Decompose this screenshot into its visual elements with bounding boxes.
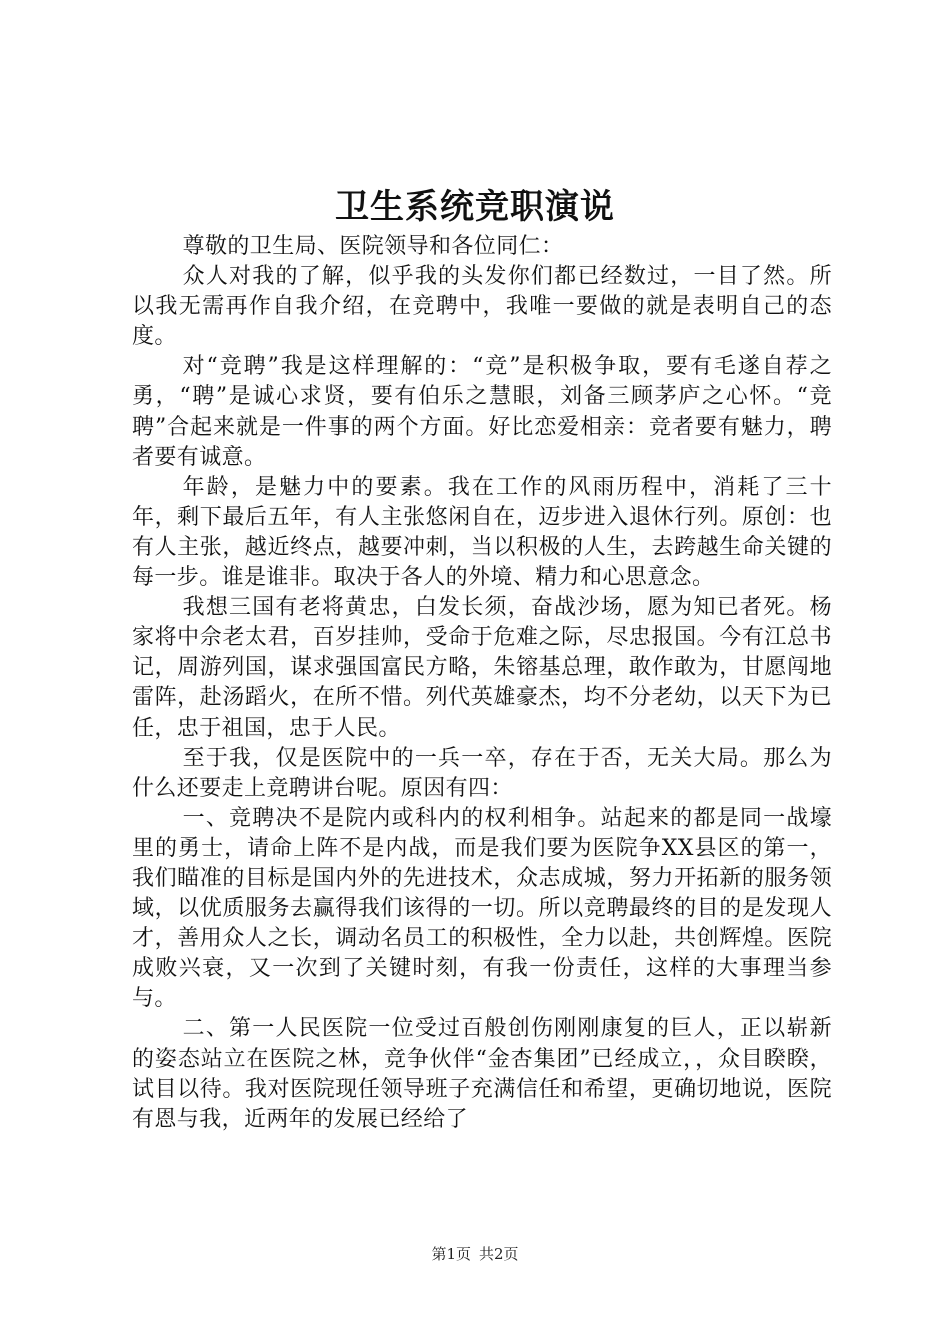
- paragraph-salutation: 尊敬的卫生局、医院领导和各位同仁：: [182, 234, 564, 259]
- paragraph-understanding: 对“竞聘”我是这样理解的：“竞”是积极争取，要有毛遂自荐之勇，“聘”是诚心求贤，要有伯乐之慧眼，刘备三顾茅庐之心怀。“竞聘”合起来就是一件事的两个方面。好比恋爱相亲：竞者要有魅力，聘者要有诚意。: [132, 354, 832, 470]
- paragraph-reason-one: 一、竞聘决不是院内或科内的权利相争。站起来的都是同一战壕里的勇士，请命上阵不是内战，而是我们要为医院争XX县区的第一，我们瞄准的目标是国内外的先进技术，众志成城，努力开拓新的服务领域，以优质服务去赢得我们该得的一切。所以竞聘最终的目的是发现人才，善用众人之长，调动名员工的积极性，全力以赴，共创辉煌。医院成败兴衰，又一次到了关键时刻，有我一份责任，这样的大事理当参与。: [132, 805, 832, 1012]
- paragraph-age: 年龄，是魅力中的要素。我在工作的风雨历程中，消耗了三十年，剩下最后五年，有人主张悠闲自在，迈步进入退休行列。原创：也有人主张，越近终点，越要冲刺，当以积极的人生，去跨越生命关键的每一步。谁是谁非。取决于各人的外境、精力和心思意念。: [132, 474, 832, 591]
- paragraph-reasons-intro: 至于我，仅是医院中的一兵一卒，存在于否，无关大局。那么为什么还要走上竞聘讲台呢。原因有四：: [132, 745, 832, 801]
- page-total: 共2页: [479, 1245, 519, 1263]
- paragraph-introduction: 众人对我的了解，似乎我的头发你们都已经数过，一目了然。所以我无需再作自我介绍，在竞聘中，我唯一要做的就是表明自己的态度。: [132, 264, 832, 350]
- paragraph-heroes: 我想三国有老将黄忠，白发长须，奋战沙场，愿为知已者死。杨家将中佘老太君，百岁挂帅，受命于危难之际，尽忠报国。今有江总书记，周游列国，谋求强国富民方略，朱镕基总理，敢作敢为，甘愿闯地雷阵，赴汤蹈火，在所不惜。列代英雄豪杰，均不分老幼，以天下为已任，忠于祖国，忠于人民。: [132, 595, 832, 741]
- page-number: 第1页: [431, 1245, 471, 1263]
- document-title: 卫生系统竞职演说: [335, 187, 615, 227]
- page-footer: [0, 1243, 950, 1265]
- paragraph-reason-two: 二、第一人民医院一位受过百般创伤刚刚康复的巨人，正以崭新的姿态站立在医院之林，竞争伙伴“金杏集团”已经成立，，众目睽睽，试目以待。我对医院现任领导班子充满信任和希望，更确切地说，医院有恩与我，近两年的发展已经给了: [132, 1016, 832, 1132]
- document-body: [132, 232, 832, 1135]
